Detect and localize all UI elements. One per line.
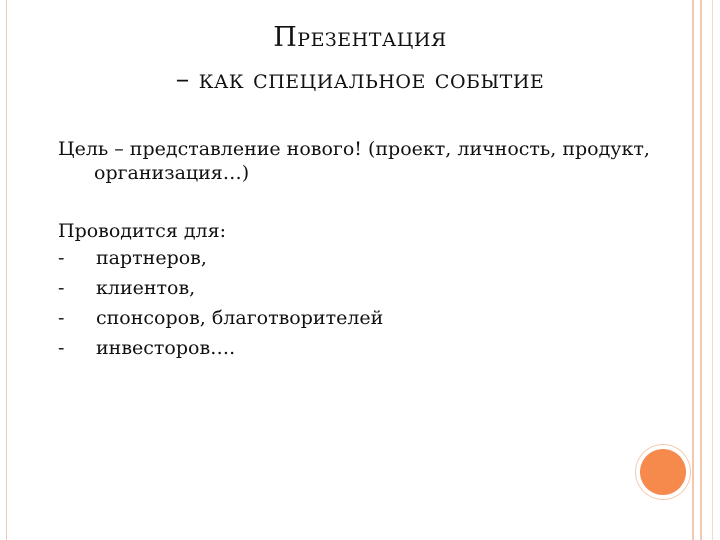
slide-title-line-1: Презентация — [273, 22, 447, 53]
list-dash: - — [58, 337, 65, 359]
slide-title-line-2: – как специальное событие — [175, 64, 545, 95]
left-border-decoration — [0, 0, 7, 540]
list-item-text: инвесторов…. — [96, 337, 236, 359]
audience-list — [58, 243, 678, 363]
list-dash: - — [58, 277, 65, 299]
list-item — [58, 333, 678, 363]
list-dash: - — [58, 307, 65, 329]
goal-line-1: Цель – представление нового! (проект, личность, продукт, — [58, 138, 650, 160]
paragraph-spacer — [58, 185, 678, 219]
slide-body — [58, 137, 678, 363]
right-border-edge-line — [712, 0, 713, 540]
list-item — [58, 243, 678, 273]
list-dash: - — [58, 247, 65, 269]
list-item-text: клиентов, — [96, 277, 196, 299]
list-item — [58, 303, 678, 333]
goal-line-2: организация…) — [94, 162, 250, 184]
list-item-text: спонсоров, благотворителей — [96, 307, 384, 329]
list-item — [58, 273, 678, 303]
right-border-decoration — [692, 0, 702, 540]
orange-circle-decoration — [640, 449, 686, 495]
list-intro: Проводится для: — [58, 220, 227, 242]
list-item-text: партнеров, — [96, 247, 207, 269]
